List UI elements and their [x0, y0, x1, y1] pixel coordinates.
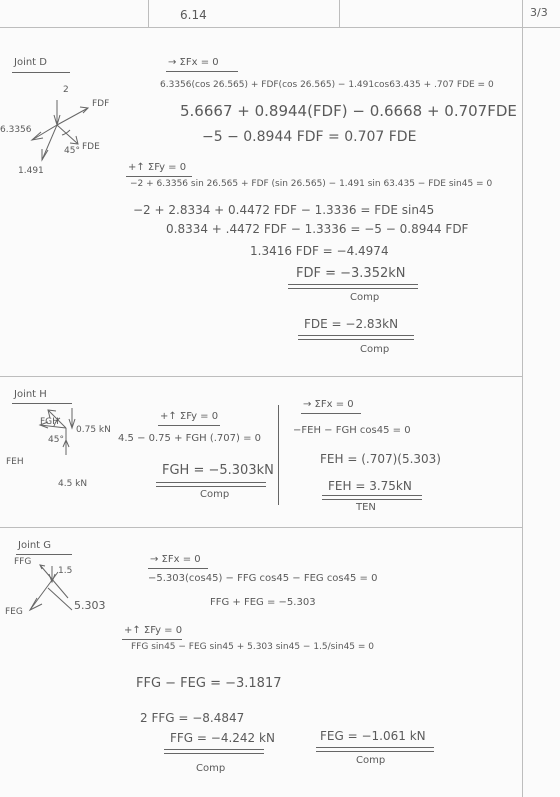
joint-d-sum-fx-underline — [166, 71, 238, 72]
joint-h-eq1: 4.5 − 0.75 + FGH (.707) = 0 — [118, 433, 262, 444]
joint-g-sum-fy-underline — [122, 639, 182, 640]
joint-h-eq2: −FEH − FGH cos45 = 0 — [293, 425, 411, 436]
joint-g-result-ffg-note: Comp — [196, 763, 226, 774]
joint-h-sum-fy-underline — [158, 425, 220, 426]
joint-d-1491-label: 1.491 — [18, 166, 44, 176]
joint-h-sum-fx: → ΣFx = 0 — [303, 399, 354, 410]
joint-d-eq3: −5 − 0.8944 FDF = 0.707 FDE — [202, 129, 417, 145]
joint-d-sum-fx: → ΣFx = 0 — [168, 57, 219, 68]
joint-g-title-underline — [16, 554, 72, 555]
joint-g-result-feg-note: Comp — [356, 755, 386, 766]
joint-d-63356-label: 6.3356 — [0, 125, 32, 135]
joint-g-ffg-label: FFG — [14, 557, 32, 567]
joint-h-result-feh-note: TEN — [356, 502, 376, 513]
joint-h-075-label: 0.75 kN — [76, 425, 111, 435]
joint-g-feg-label: FEG — [5, 607, 23, 617]
joint-g-result-feg: FEG = −1.061 kN — [320, 729, 426, 743]
joint-d-result-fdf-underline-2 — [288, 288, 418, 289]
joint-g-eq5: 2 FFG = −8.4847 — [140, 711, 245, 725]
joint-d-eq7: 1.3416 FDF = −4.4974 — [250, 244, 389, 258]
joint-h-title-underline — [12, 403, 72, 404]
joint-g-result-feg-underline-1 — [316, 747, 434, 748]
joint-h-result-fgh-underline-1 — [156, 482, 266, 483]
joint-g-eq1: −5.303(cos45) − FFG cos45 − FEG cos45 = 0 — [148, 573, 378, 584]
joint-d-sum-fy: +↑ ΣFy = 0 — [128, 162, 187, 173]
joint-d-result-fde: FDE = −2.83kN — [304, 317, 399, 331]
joint-d-result-fdf: FDF = −3.352kN — [296, 266, 406, 281]
joint-h-angle-label: 45° — [48, 435, 64, 445]
joint-d-title: Joint D — [14, 57, 47, 68]
joint-h-diagram — [40, 408, 75, 455]
joint-d-eq6: 0.8334 + .4472 FDF − 1.3336 = −5 − 0.8944 FDF — [166, 222, 469, 236]
joint-g-sum-fx-underline — [148, 568, 208, 569]
joint-g-15-label: 1.5 — [58, 566, 73, 576]
joint-d-eq5: −2 + 2.8334 + 0.4472 FDF − 1.3336 = FDE sin45 — [133, 203, 435, 217]
joint-d-angle-label: 45° — [64, 146, 80, 156]
joint-h-result-feh-underline-1 — [322, 495, 422, 496]
joint-h-result-fgh: FGH = −5.303kN — [162, 463, 274, 478]
joint-h-feh-label: FEH — [6, 457, 24, 467]
joint-d-eq2: 5.6667 + 0.8944(FDF) − 0.6668 + 0.707FDE — [180, 102, 517, 120]
joint-d-fde-label: FDE — [82, 142, 100, 152]
joint-g-result-feg-underline-2 — [316, 751, 434, 752]
joint-h-result-feh: FEH = 3.75kN — [328, 479, 412, 493]
problem-number: 6.14 — [180, 8, 207, 22]
joint-d-eq1: 6.3356(cos 26.565) + FDF(cos 26.565) − 1.491cos63.435 + .707 FDE = 0 — [160, 80, 494, 90]
joint-d-eq4: −2 + 6.3356 sin 26.565 + FDF (sin 26.565) − 1.491 sin 63.435 − FDE sin45 = 0 — [130, 179, 493, 189]
joint-h-result-fgh-underline-2 — [156, 486, 266, 487]
joint-d-fdf-label: FDF — [92, 99, 110, 109]
joint-d-force-2-label: 2 — [63, 85, 69, 95]
page-number: 3/3 — [530, 6, 548, 19]
joint-d-result-fdf-underline-1 — [288, 284, 418, 285]
joint-h-result-feh-underline-2 — [322, 499, 422, 500]
joint-g-eq2: FFG + FEG = −5.303 — [210, 597, 316, 608]
joint-d-result-fdf-note: Comp — [350, 292, 380, 303]
joint-h-sum-fy: +↑ ΣFy = 0 — [160, 411, 219, 422]
joint-h-sum-fx-underline — [301, 413, 361, 414]
joint-g-result-ffg-underline-1 — [164, 749, 264, 750]
joint-g-result-ffg-underline-2 — [164, 753, 264, 754]
joint-g-eq3: FFG sin45 − FEG sin45 + 5.303 sin45 − 1.5/sin45 = 0 — [131, 642, 375, 652]
joint-d-result-fde-underline-2 — [298, 339, 414, 340]
joint-g-title: Joint G — [18, 540, 52, 551]
joint-h-divider — [278, 405, 279, 505]
joint-g-result-ffg: FFG = −4.242 kN — [170, 731, 275, 745]
joint-h-title: Joint H — [14, 389, 47, 400]
joint-d-result-fde-note: Comp — [360, 344, 390, 355]
joint-h-result-fgh-note: Comp — [200, 489, 230, 500]
joint-h-fgh-label: FGH — [40, 417, 59, 427]
joint-g-sum-fx: → ΣFx = 0 — [150, 554, 201, 565]
joint-h-eq3: FEH = (.707)(5.303) — [320, 452, 441, 466]
joint-h-45-label: 4.5 kN — [58, 479, 88, 489]
joint-g-5303-label: 5.303 — [74, 599, 106, 612]
joint-d-result-fde-underline-1 — [298, 335, 414, 336]
joint-d-sum-fy-underline — [126, 176, 192, 177]
joint-g-eq4: FFG − FEG = −3.1817 — [136, 676, 282, 691]
joint-g-sum-fy: +↑ ΣFy = 0 — [124, 625, 183, 636]
